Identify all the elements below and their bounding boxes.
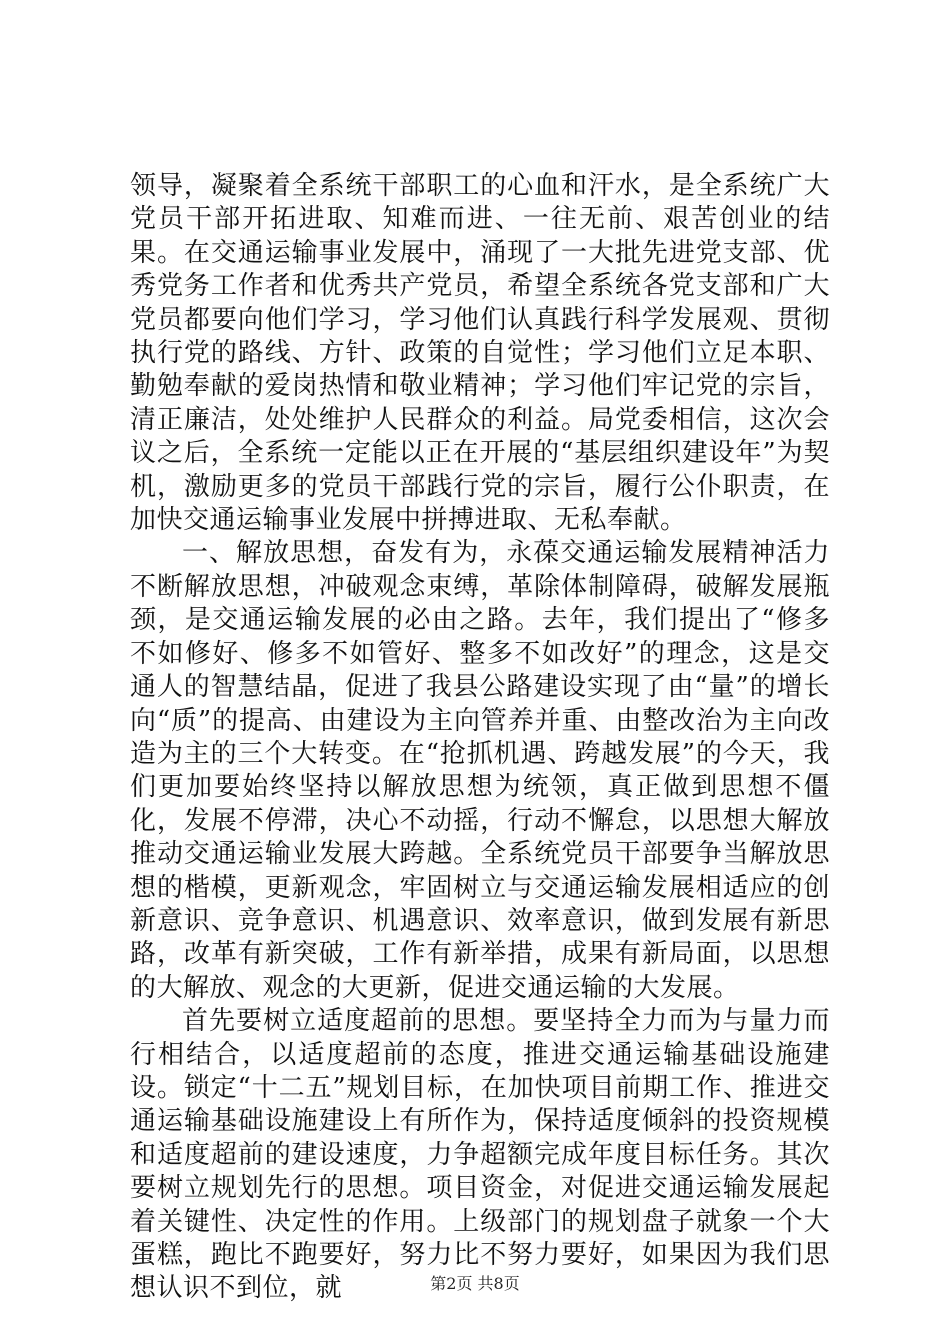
paragraph-continuation: 领导，凝聚着全系统干部职工的心血和汗水，是全系统广大党员干部开拓进取、知难而进、一往无前、艰苦创业的结果。在交通运输事业发展中，涌现了一大批先进党支部、优秀党务工作者和优秀共产党员，希望全系统各党支部和广大党员都要向他们学习，学习他们认真践行科学发展观、贯彻执行党的路线、方针、政策的自觉性；学习他们立足本职、勤勉奉献的爱岗热情和敬业精神；学习他们牢记党的宗旨，清正廉洁，处处维护人民群众的利益。局党委相信，这次会议之后，全系统一定能以正在开展的“基层组织建设年”为契机，激励更多的党员干部践行党的宗旨，履行公仆职责，在加快交通运输事业发展中拼搏进取、无私奉献。: [130, 171, 830, 536]
paragraph-section-one: 一、解放思想，奋发有为，永葆交通运输发展精神活力不断解放思想，冲破观念束缚，革除体制障碍，破解发展瓶颈，是交通运输发展的必由之路。去年，我们提出了“修多不如修好、修多不如管好、整多不如改好”的理念，这是交通人的智慧结晶，促进了我县公路建设实现了由“量”的增长向“质”的提高、由建设为主向管养并重、由整改治为主向改造为主的三个大转变。在“抢抓机遇、跨越发展”的今天，我们更加要始终坚持以解放思想为统领，真正做到思想不僵化，发展不停滞，决心不动摇，行动不懈怠，以思想大解放推动交通运输业发展大跨越。全系统党员干部要争当解放思想的楷模，更新观念，牢固树立与交通运输发展相适应的创新意识、竞争意识、机遇意识、效率意识，做到发展有新思路，改革有新突破，工作有新举措，成果有新局面，以思想的大解放、观念的大更新，促进交通运输的大发展。: [130, 538, 830, 1003]
page-number-footer: 第2页 共8页: [430, 1274, 520, 1293]
document-body: [130, 170, 830, 1306]
paragraph-first-point: 首先要树立适度超前的思想。要坚持全力而为与量力而行相结合，以适度超前的态度，推进交通运输基础设施建设。锁定“十二五”规划目标，在加快项目前期工作、推进交通运输基础设施建设上有所作为，保持适度倾斜的投资规模和适度超前的建设速度，力争超额完成年度目标任务。其次要树立规划先行的思想。项目资金，对促进交通运输发展起着关键性、决定性的作用。上级部门的规划盘子就象一个大蛋糕，跑比不跑要好，努力比不努力要好，如果因为我们思想认识不到位，就: [130, 1006, 830, 1304]
